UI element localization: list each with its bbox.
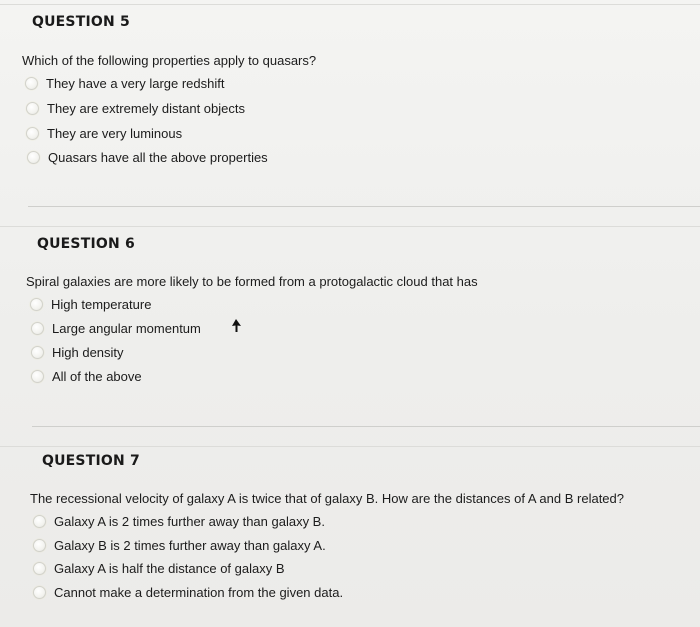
answer-label: Galaxy A is half the distance of galaxy B xyxy=(54,561,285,576)
question-prompt: Spiral galaxies are more likely to be formed from a protogalactic cloud that has xyxy=(26,274,478,289)
answer-option[interactable] xyxy=(25,76,224,91)
question-header: QUESTION 6 xyxy=(37,236,135,252)
answer-label: High density xyxy=(52,345,124,360)
radio-button[interactable] xyxy=(25,77,38,90)
answer-option[interactable] xyxy=(31,321,201,336)
answer-label: All of the above xyxy=(52,369,142,384)
radio-button[interactable] xyxy=(30,298,43,311)
mouse-pointer-icon xyxy=(231,318,243,334)
question-prompt: Which of the following properties apply to quasars? xyxy=(22,53,317,68)
radio-button[interactable] xyxy=(33,515,46,528)
question-divider xyxy=(28,206,700,207)
answer-label: Galaxy A is 2 times further away than galaxy B. xyxy=(54,514,325,529)
top-divider xyxy=(0,4,700,5)
answer-option[interactable] xyxy=(33,585,343,600)
answer-option[interactable] xyxy=(33,514,325,529)
radio-button[interactable] xyxy=(31,370,44,383)
question-divider xyxy=(32,426,700,427)
radio-button[interactable] xyxy=(33,586,46,599)
answer-label: Large angular momentum xyxy=(52,321,201,336)
answer-option[interactable] xyxy=(31,345,124,360)
answer-label: They are extremely distant objects xyxy=(47,101,245,116)
answer-label: Cannot make a determination from the given data. xyxy=(54,585,344,600)
answer-label: Galaxy B is 2 times further away than galaxy A. xyxy=(54,538,326,553)
answer-option[interactable] xyxy=(27,150,268,165)
answer-option[interactable] xyxy=(31,369,142,384)
question-prompt: The recessional velocity of galaxy A is twice that of galaxy B. How are the distances of A and B related? xyxy=(30,491,624,506)
answer-option[interactable] xyxy=(26,101,245,116)
radio-button[interactable] xyxy=(33,539,46,552)
answer-label: They have a very large redshift xyxy=(46,76,225,91)
question-header: QUESTION 5 xyxy=(32,14,130,30)
radio-button[interactable] xyxy=(31,346,44,359)
answer-option[interactable] xyxy=(30,297,151,312)
answer-option[interactable] xyxy=(33,561,285,576)
radio-button[interactable] xyxy=(26,102,39,115)
question-header: QUESTION 7 xyxy=(42,453,140,469)
radio-button[interactable] xyxy=(27,151,40,164)
question-divider xyxy=(0,446,700,447)
radio-button[interactable] xyxy=(26,127,39,140)
answer-label: Quasars have all the above properties xyxy=(48,150,268,165)
answer-label: They are very luminous xyxy=(47,126,183,141)
answer-option[interactable] xyxy=(33,538,326,553)
radio-button[interactable] xyxy=(33,562,46,575)
answer-label: High temperature xyxy=(51,297,152,312)
radio-button[interactable] xyxy=(31,322,44,335)
question-divider xyxy=(0,226,700,227)
answer-option[interactable] xyxy=(26,126,182,141)
